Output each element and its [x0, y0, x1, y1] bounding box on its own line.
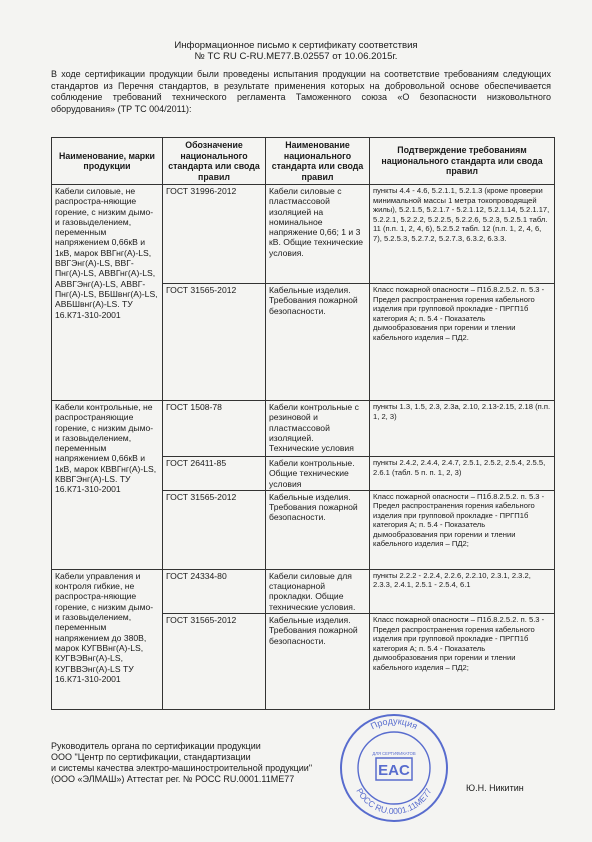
stamp-subtitle: ДЛЯ СЕРТИФИКАТОВ	[372, 751, 416, 756]
stamp-ring-bottom: РОСС RU.0001.11МЕ77	[354, 786, 434, 817]
table-header-row	[52, 138, 555, 185]
standard-code-cell: ГОСТ 1508-78	[163, 401, 266, 457]
footer-line-3: и системы качества электро-машиностроительной продукции"	[51, 763, 313, 773]
standard-code-cell: ГОСТ 26411-85	[163, 457, 266, 491]
product-cell: Кабели силовые, не распростра-няющие горение, с низким дымо- и газовыделением, переменным напряжением 0,66кВ и 1кВ, марок ВВГнг(А)-LS, ВВГЭнг(А)-LS, ВВГ-Пнг(А)-LS, АВВГнг(А)-LS, АВВГЭнг(А)-LS, АВВГ-Пнг(А)-LS, ВБШвнг(А)-LS, АВБШвнг(А)-LS. ТУ 16.К71-310-2001	[52, 185, 163, 401]
title-line-1: Информационное письмо к сертификату соответствия	[174, 40, 418, 51]
header-standard-code: Обозначение национального стандарта или свода правил	[163, 138, 266, 185]
standard-code-cell: ГОСТ 31565-2012	[163, 490, 266, 569]
confirmation-cell: пункты 2.2.2 - 2.2.4, 2.2.6, 2.2.10, 2.3.1, 2.3.2, 2.3.3, 2.4.1, 2.5.1 - 2.5.4, 6.1	[370, 569, 555, 613]
signer-name: Ю.Н. Никитин	[466, 783, 524, 793]
confirmation-cell: Класс пожарной опасности – П1б.8.2.5.2. п. 5.3 - Предел распространения горения кабельного изделия при групповой прокладке - ПРГП1б категория А; п. 5.4 - Показатель дымообразования при горении и тлении кабельного изделия – ПД2.	[370, 284, 555, 401]
confirmation-cell: пункты 2.4.2, 2.4.4, 2.4.7, 2.5.1, 2.5.2, 2.5.4, 2.5.5, 2.6.1 (табл. 5 п. п. 1, 2, 3)	[370, 457, 555, 491]
signature-block	[51, 741, 381, 785]
header-product: Наименование, марки продукции	[52, 138, 163, 185]
footer-line-4: (ООО «ЭЛМАШ») Аттестат рег. № РОСС RU.0001.11МЕ77	[51, 774, 295, 784]
confirmation-cell: Класс пожарной опасности – П1б.8.2.5.2. п. 5.3 - Предел распространения горения кабельного изделия при групповой прокладке - ПРГП1б категория А; п. 5.4 - Показатель дымообразования при горении и тлении кабельного изделия – ПД2;	[370, 614, 555, 710]
standard-name-cell: Кабельные изделия. Требования пожарной безопасности.	[266, 614, 370, 710]
standard-name-cell: Кабельные изделия. Требования пожарной безопасности.	[266, 490, 370, 569]
table-row	[52, 569, 555, 613]
footer-line-1: Руководитель органа по сертификации продукции	[51, 741, 261, 751]
eac-stamp-seal	[338, 712, 450, 824]
standard-name-cell: Кабельные изделия. Требования пожарной безопасности.	[266, 284, 370, 401]
header-standard-name: Наименование национального стандарта или свода правил	[266, 138, 370, 185]
standard-code-cell: ГОСТ 31996-2012	[163, 185, 266, 284]
intro-paragraph: В ходе сертификации продукции были проведены испытания продукции на соответствие требованиям следующих стандартов из Перечня стандартов, в результате применения которых на добровольной основе обеспечивается соблюдение требований технического регламента Таможенного союза «О безопасности низковольтного оборудования» (ТР ТС 004/2011):	[51, 69, 551, 114]
standards-table	[51, 137, 555, 710]
confirmation-cell: Класс пожарной опасности – П1б.8.2.5.2. п. 5.3 - Предел распространения горения кабельного изделия при групповой прокладке - ПРГП1б категория А; п. 5.4 - Показатель дымообразования при горении и тлении кабельного изделия – ПД2;	[370, 490, 555, 569]
standard-code-cell: ГОСТ 31565-2012	[163, 614, 266, 710]
standard-name-cell: Кабели контрольные с резиновой и пластмассовой изоляцией. Технические условия	[266, 401, 370, 457]
table-row	[52, 401, 555, 457]
stamp-ring-top: Продукция	[368, 715, 420, 732]
product-cell: Кабели контрольные, не распространяющие горение, с низким дымо- и газовыделением, переменным напряжением 0,66кВ и 1кВ, марок КВВГнг(А)-LS, КВВГЭнг(А)-LS. ТУ 16.К71-310-2001	[52, 401, 163, 570]
standard-name-cell: Кабели контрольные. Общие технические условия	[266, 457, 370, 491]
title-line-2: № ТС RU С-RU.МЕ77.В.02557 от 10.06.2015г.	[194, 51, 398, 62]
confirmation-cell: пункты 4.4 - 4.6, 5.2.1.1, 5.2.1.3 (кроме проверки минимальной массы 1 метра токопроводящей жилы), 5.2.1.5, 5.2.1.7 - 5.2.1.12, 5.2.1.14, 5.2.1.17, 5.2.2.1, 5.2.2.2, 5.2.2.5, 5.2.2.6, 5.2.3, 5.2.5.1 табл. 11 (п.п. 1, 2, 4, 6), 5.2.5.2 табл. 12 (п.п. 1, 2, 4, 6, 7), 5.2.5.3, 5.2.7.2, 5.2.7.3, 6.3.2, 6.3.3.	[370, 185, 555, 284]
letter-title	[0, 40, 592, 62]
standard-name-cell: Кабели силовые для стационарной прокладки. Общие технические условия.	[266, 569, 370, 613]
stamp-eac-mark: EAC	[378, 762, 410, 779]
table-row	[52, 185, 555, 284]
footer-line-2: ООО "Центр по сертификации, стандартизации	[51, 752, 251, 762]
header-confirmation: Подтверждение требованиям национального стандарта или свода правил	[370, 138, 555, 185]
standard-code-cell: ГОСТ 31565-2012	[163, 284, 266, 401]
standard-code-cell: ГОСТ 24334-80	[163, 569, 266, 613]
product-cell: Кабели управления и контроля гибкие, не распростра-няющие горение, с низким дымо- и газовыделением, переменным напряжением до 380В, марок КУГВВнг(А)-LS, КУГВЭВнг(А)-LS, КУГВВЭнг(А)-LS ТУ 16.К71-310-2001	[52, 569, 163, 709]
confirmation-cell: пункты 1.3, 1.5, 2.3, 2.3а, 2.10, 2.13-2.15, 2.18 (п.п. 1, 2, 3)	[370, 401, 555, 457]
standard-name-cell: Кабели силовые с пластмассовой изоляцией на номинальное напряжение 0,66; 1 и 3 кВ. Общие технические условия.	[266, 185, 370, 284]
